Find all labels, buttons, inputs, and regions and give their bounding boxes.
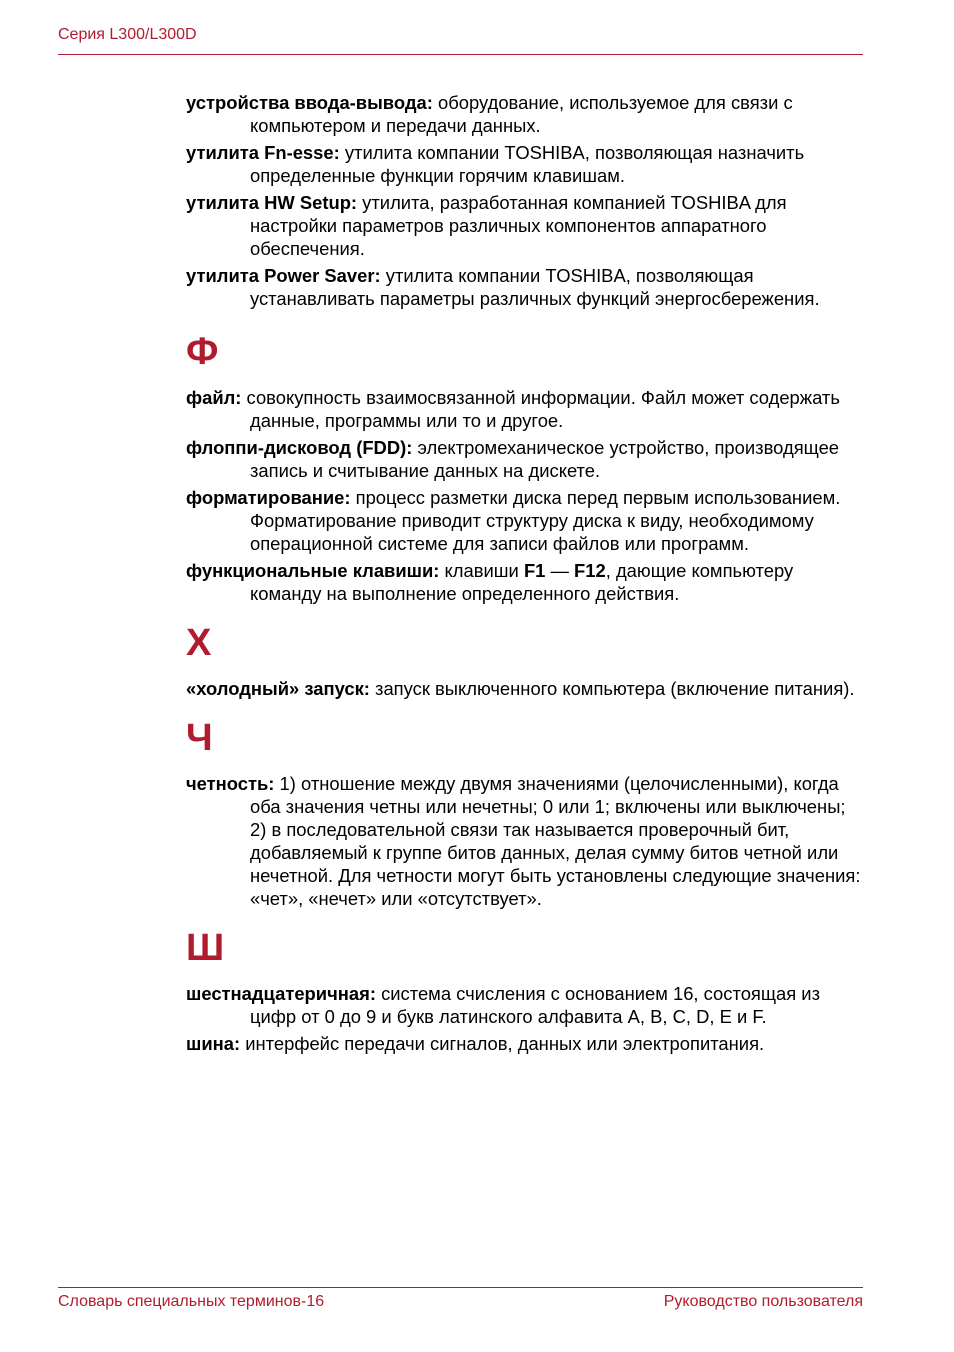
glossary-entry [186, 1032, 866, 1055]
term: утилита Power Saver: [186, 265, 381, 286]
glossary-entry [186, 141, 866, 187]
term: флоппи-дисковод (FDD): [186, 437, 413, 458]
definition: процесс разметки диска перед первым использованием. Форматирование приводит структуру диска к виду, необходимому операционной системе для записи файлов или программ. [250, 487, 841, 554]
term: шина: [186, 1033, 241, 1054]
term: шестнадцатеричная: [186, 983, 376, 1004]
definition-pre: клавиши [439, 560, 524, 581]
definition: запуск выключенного компьютера (включение питания). [369, 678, 855, 699]
glossary-entry [186, 436, 866, 482]
glossary-entry [186, 486, 866, 555]
term: «холодный» запуск: [186, 678, 370, 699]
definition: утилита компании TOSHIBA, позволяющая назначить определенные функции горячим клавишам. [250, 142, 805, 186]
glossary-entry [186, 772, 866, 910]
definition: 1) отношение между двумя значениями (целочисленными), когда оба значения четны или нечетны; 0 или 1; включены или выключены; [250, 773, 846, 817]
term: файл: [186, 387, 242, 408]
section-letter-h: Х [186, 622, 212, 664]
glossary-entry [186, 264, 866, 310]
section-letter-f: Ф [186, 331, 219, 373]
footer-rule [58, 1287, 863, 1288]
glossary-entry [186, 677, 866, 700]
glossary-entry [186, 386, 866, 432]
glossary-entry [186, 982, 866, 1028]
definition: утилита, разработанная компанией TOSHIBA для настройки параметров различных компонентов аппаратного обеспечения. [250, 192, 787, 259]
footer-page-label: Словарь специальных терминов-16 [58, 1293, 325, 1310]
key-f12: F12 [574, 560, 606, 581]
term: утилита Fn-esse: [186, 142, 340, 163]
definition-part-2: 2) в последовательной связи так называется проверочный бит, добавляемый к группе битов данных, делая сумму битов четной или нечетной. Для четности могут быть установлены следующие значения: «чет», «нечет» или «отсутствует». [250, 819, 861, 909]
section-letter-ch: Ч [186, 717, 213, 759]
definition: оборудование, используемое для связи с компьютером и передачи данных. [250, 92, 793, 136]
term: функциональные клавиши: [186, 560, 440, 581]
footer-doc-title: Руководство пользователя [663, 1293, 863, 1310]
definition-post: , дающие компьютеру команду на выполнение определенного действия. [250, 560, 794, 604]
glossary-entry [186, 559, 866, 605]
definition: электромеханическое устройство, производящее запись и считывание данных на дискете. [250, 437, 840, 481]
definition: совокупность взаимосвязанной информации. Файл может содержать данные, программы или то и другое. [241, 387, 840, 431]
glossary-entry [186, 91, 866, 137]
definition: утилита компании TOSHIBA, позволяющая устанавливать параметры различных функций энергосбережения. [250, 265, 820, 309]
definition: интерфейс передачи сигналов, данных или электропитания. [240, 1033, 765, 1054]
header-title: Серия L300/L300D [58, 26, 197, 43]
header-rule [58, 54, 863, 55]
glossary-content [186, 91, 866, 1059]
term: утилита HW Setup: [186, 192, 358, 213]
definition: система счисления с основанием 16, состоящая из цифр от 0 до 9 и букв латинского алфавита A, B, C, D, E и F. [250, 983, 821, 1027]
glossary-entry [186, 191, 866, 260]
section-letter-sh: Ш [186, 927, 225, 969]
term: устройства ввода-вывода: [186, 92, 433, 113]
term: четность: [186, 773, 275, 794]
dash: — [545, 560, 575, 581]
term: форматирование: [186, 487, 351, 508]
key-f1: F1 [523, 560, 546, 581]
